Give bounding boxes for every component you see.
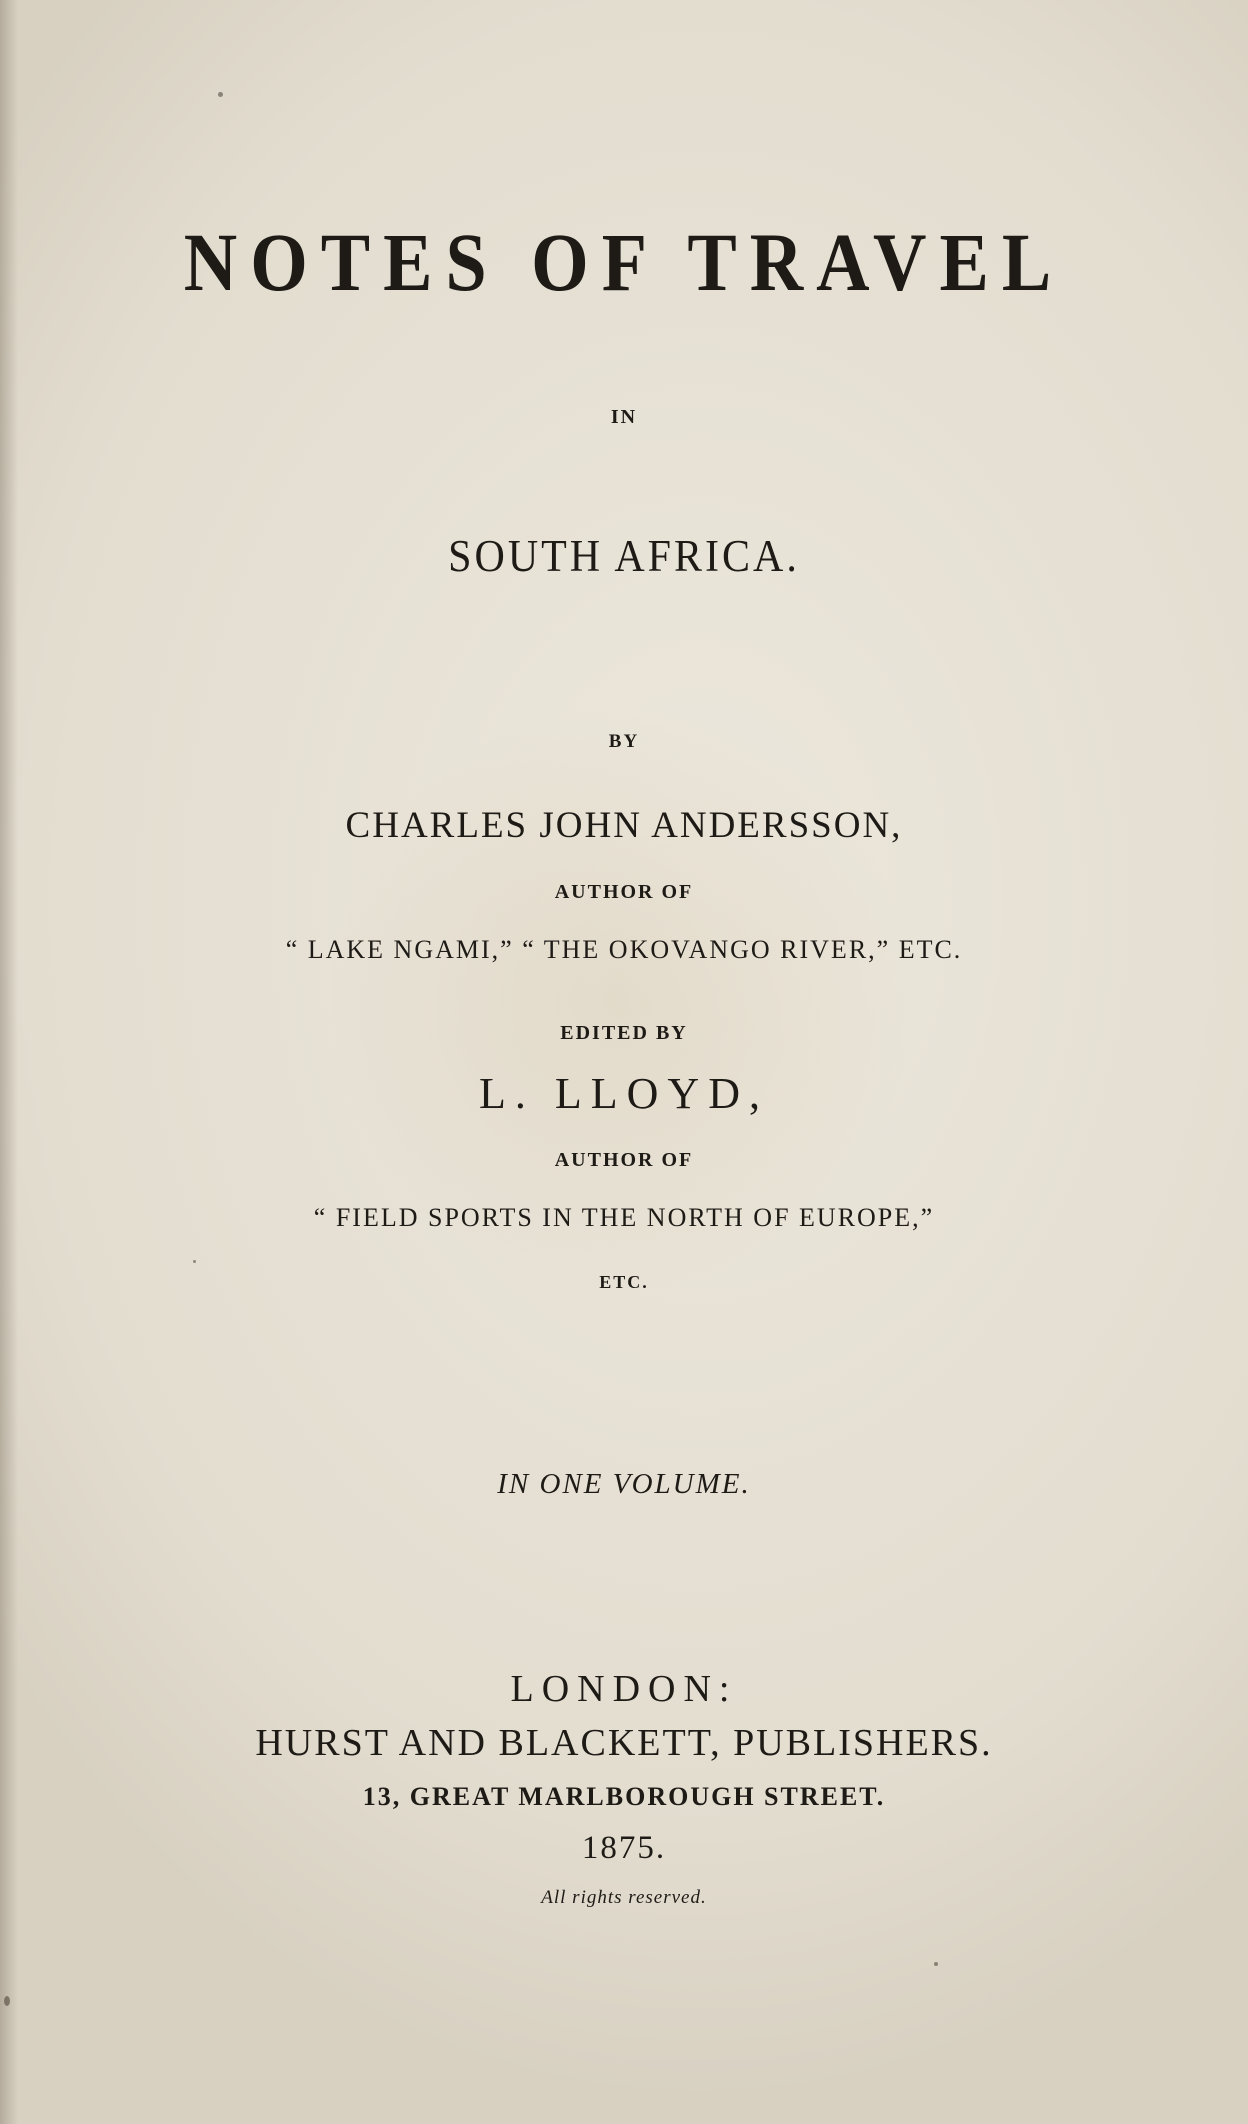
volume-note: IN ONE VOLUME.	[497, 1468, 751, 1500]
paper-speck	[4, 1996, 10, 2006]
editor-name: L. LLOYD,	[479, 1069, 769, 1118]
author-name: CHARLES JOHN ANDERSSON,	[345, 805, 903, 846]
editor-etc: ETC.	[599, 1272, 649, 1292]
editor-previous-works: “ FIELD SPORTS IN THE NORTH OF EUROPE,”	[313, 1203, 935, 1232]
by-label: BY	[608, 731, 640, 752]
title-connector-in: IN	[610, 406, 638, 428]
paper-speck	[934, 1962, 938, 1966]
author-previous-works: “ LAKE NGAMI,” “ THE OKOVANGO RIVER,” ETC.	[285, 935, 963, 964]
imprint-year: 1875.	[581, 1830, 667, 1866]
rights-note: All rights reserved.	[541, 1887, 707, 1908]
edited-by-label: EDITED BY	[560, 1022, 688, 1044]
paper-speck	[218, 92, 223, 97]
imprint-address: 13, GREAT MARLBOROUGH STREET.	[362, 1782, 886, 1811]
author-of-label: AUTHOR OF	[554, 881, 694, 903]
imprint-publisher: HURST AND BLACKETT, PUBLISHERS.	[255, 1722, 993, 1764]
book-title: NOTES OF TRAVEL	[183, 217, 1065, 309]
editor-author-of-label: AUTHOR OF	[554, 1149, 694, 1171]
paper-speck	[193, 1260, 196, 1263]
book-subtitle-place: SOUTH AFRICA.	[448, 532, 800, 582]
imprint-city: LONDON:	[510, 1668, 738, 1710]
